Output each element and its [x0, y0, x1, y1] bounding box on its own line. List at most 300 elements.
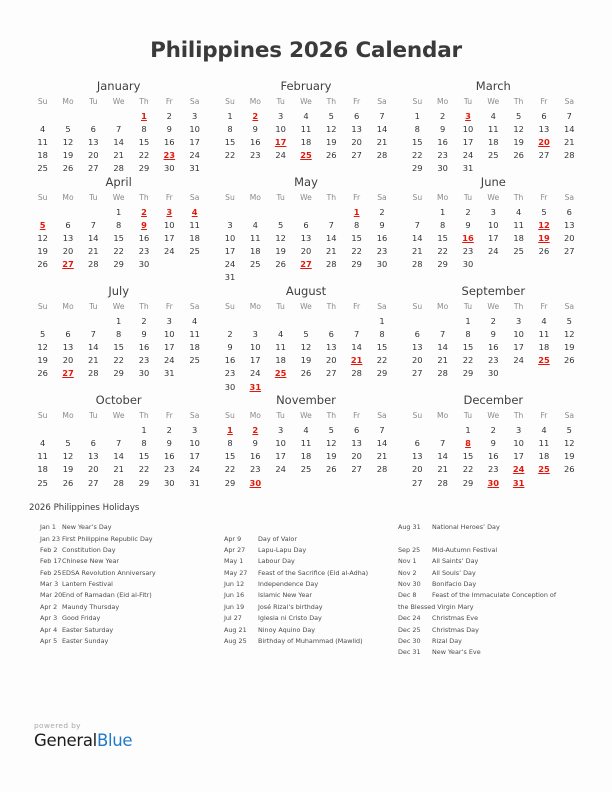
- day-cell[interactable]: 16: [224, 355, 236, 366]
- day-cell[interactable]: 11: [538, 328, 550, 339]
- day-cell[interactable]: 6: [90, 437, 96, 448]
- day-cell[interactable]: 13: [300, 232, 312, 243]
- day-cell[interactable]: 20: [62, 246, 74, 257]
- day-cell[interactable]: 17: [189, 451, 200, 462]
- day-cell[interactable]: 13: [564, 219, 575, 230]
- day-cell[interactable]: 27: [88, 477, 99, 488]
- day-cell[interactable]: 13: [62, 232, 74, 243]
- day-cell[interactable]: 12: [275, 232, 286, 243]
- day-cell[interactable]: 24: [275, 464, 286, 475]
- day-cell[interactable]: 17: [462, 136, 474, 147]
- day-cell[interactable]: 6: [353, 424, 360, 435]
- day-cell[interactable]: 15: [224, 136, 236, 147]
- day-cell[interactable]: 9: [465, 219, 471, 230]
- day-cell[interactable]: 21: [412, 246, 423, 257]
- day-cell[interactable]: 21: [88, 246, 99, 257]
- day-cell[interactable]: 10: [224, 232, 236, 243]
- day-cell[interactable]: 26: [326, 464, 337, 475]
- day-cell[interactable]: 29: [437, 259, 448, 270]
- day-cell[interactable]: 7: [379, 424, 385, 435]
- day-cell[interactable]: 7: [414, 219, 420, 230]
- day-cell[interactable]: 2: [166, 110, 172, 121]
- day-cell[interactable]: 28: [376, 464, 388, 475]
- day-cell[interactable]: 15: [113, 232, 124, 243]
- day-cell[interactable]: 18: [37, 464, 48, 475]
- day-cell[interactable]: 23: [164, 464, 175, 475]
- day-cell-holiday[interactable]: 20: [538, 136, 550, 147]
- day-cell[interactable]: 16: [138, 232, 150, 243]
- day-cell[interactable]: 8: [440, 219, 446, 230]
- day-cell[interactable]: 3: [252, 328, 258, 339]
- day-cell[interactable]: 3: [515, 424, 522, 435]
- day-cell[interactable]: 19: [62, 464, 74, 475]
- day-cell[interactable]: 14: [437, 342, 448, 353]
- day-cell[interactable]: 7: [566, 110, 572, 121]
- day-cell[interactable]: 10: [250, 342, 261, 353]
- day-cell[interactable]: 12: [564, 328, 575, 339]
- day-cell-holiday[interactable]: 4: [191, 206, 198, 217]
- day-cell[interactable]: 27: [412, 368, 423, 379]
- day-cell-holiday[interactable]: 8: [465, 437, 471, 448]
- day-cell[interactable]: 23: [437, 150, 448, 161]
- day-cell[interactable]: 3: [515, 315, 522, 326]
- day-cell[interactable]: 8: [116, 328, 122, 339]
- day-cell[interactable]: 8: [227, 437, 233, 448]
- day-cell[interactable]: 8: [414, 123, 420, 134]
- day-cell[interactable]: 20: [88, 150, 99, 161]
- day-cell[interactable]: 24: [513, 355, 524, 366]
- day-cell[interactable]: 1: [116, 206, 122, 217]
- day-cell[interactable]: 22: [462, 355, 474, 366]
- day-cell[interactable]: 16: [164, 136, 175, 147]
- day-cell[interactable]: 1: [465, 315, 471, 326]
- day-cell[interactable]: 13: [326, 342, 337, 353]
- day-cell[interactable]: 17: [488, 232, 499, 243]
- day-cell[interactable]: 24: [189, 150, 200, 161]
- day-cell[interactable]: 5: [303, 328, 309, 339]
- day-cell[interactable]: 2: [141, 315, 147, 326]
- day-cell[interactable]: 5: [328, 424, 334, 435]
- day-cell[interactable]: 28: [113, 477, 124, 488]
- day-cell[interactable]: 24: [488, 246, 499, 257]
- day-cell[interactable]: 17: [250, 355, 261, 366]
- day-cell[interactable]: 2: [490, 424, 496, 435]
- day-cell[interactable]: 31: [462, 163, 474, 174]
- day-cell[interactable]: 14: [412, 232, 423, 243]
- day-cell[interactable]: 21: [88, 355, 99, 366]
- day-cell[interactable]: 6: [90, 123, 96, 134]
- day-cell[interactable]: 7: [353, 328, 360, 339]
- day-cell-holiday[interactable]: 2: [252, 424, 259, 435]
- day-cell[interactable]: 10: [513, 328, 524, 339]
- day-cell[interactable]: 6: [541, 110, 547, 121]
- day-cell[interactable]: 4: [490, 110, 496, 121]
- day-cell[interactable]: 9: [490, 328, 496, 339]
- day-cell[interactable]: 3: [192, 110, 198, 121]
- day-cell[interactable]: 4: [303, 110, 309, 121]
- day-cell[interactable]: 23: [488, 355, 499, 366]
- day-cell[interactable]: 18: [513, 232, 524, 243]
- day-cell[interactable]: 13: [88, 451, 99, 462]
- day-cell[interactable]: 14: [88, 232, 99, 243]
- day-cell[interactable]: 30: [164, 477, 175, 488]
- day-cell-holiday[interactable]: 27: [300, 259, 312, 270]
- day-cell[interactable]: 18: [275, 355, 286, 366]
- day-cell[interactable]: 7: [440, 328, 446, 339]
- day-cell[interactable]: 10: [189, 123, 200, 134]
- day-cell[interactable]: 19: [564, 451, 575, 462]
- day-cell[interactable]: 15: [412, 136, 423, 147]
- day-cell[interactable]: 16: [164, 451, 175, 462]
- day-cell[interactable]: 30: [462, 259, 474, 270]
- day-cell[interactable]: 8: [141, 437, 147, 448]
- day-cell-holiday[interactable]: 12: [538, 219, 550, 230]
- day-cell[interactable]: 27: [351, 150, 362, 161]
- day-cell[interactable]: 13: [538, 123, 550, 134]
- day-cell-holiday[interactable]: 21: [350, 355, 363, 366]
- day-cell-holiday[interactable]: 1: [353, 206, 360, 217]
- day-cell[interactable]: 16: [250, 451, 261, 462]
- day-cell[interactable]: 19: [513, 136, 524, 147]
- day-cell[interactable]: 16: [488, 342, 499, 353]
- day-cell[interactable]: 9: [252, 123, 258, 134]
- day-cell[interactable]: 26: [300, 368, 312, 379]
- day-cell[interactable]: 6: [566, 206, 572, 217]
- day-cell-holiday[interactable]: 3: [465, 110, 471, 121]
- day-cell[interactable]: 13: [88, 136, 99, 147]
- day-cell[interactable]: 5: [278, 219, 284, 230]
- day-cell[interactable]: 26: [37, 259, 48, 270]
- day-cell[interactable]: 17: [164, 232, 175, 243]
- day-cell[interactable]: 30: [138, 259, 150, 270]
- day-cell[interactable]: 18: [37, 150, 48, 161]
- day-cell[interactable]: 9: [252, 437, 258, 448]
- day-cell[interactable]: 12: [513, 123, 524, 134]
- day-cell[interactable]: 30: [437, 163, 448, 174]
- day-cell[interactable]: 10: [513, 437, 524, 448]
- day-cell[interactable]: 18: [189, 342, 200, 353]
- day-cell-holiday[interactable]: 31: [249, 381, 262, 392]
- day-cell[interactable]: 11: [538, 437, 550, 448]
- day-cell[interactable]: 13: [351, 123, 362, 134]
- day-cell[interactable]: 20: [326, 355, 337, 366]
- day-cell[interactable]: 8: [379, 328, 385, 339]
- day-cell[interactable]: 27: [412, 477, 423, 488]
- day-cell[interactable]: 7: [116, 437, 122, 448]
- day-cell[interactable]: 18: [250, 246, 261, 257]
- day-cell[interactable]: 1: [227, 110, 233, 121]
- day-cell[interactable]: 9: [227, 342, 233, 353]
- day-cell[interactable]: 8: [465, 328, 471, 339]
- day-cell-holiday[interactable]: 24: [512, 464, 525, 475]
- day-cell[interactable]: 4: [541, 424, 547, 435]
- day-cell[interactable]: 26: [513, 150, 524, 161]
- day-cell[interactable]: 13: [412, 451, 423, 462]
- day-cell[interactable]: 5: [566, 315, 572, 326]
- day-cell[interactable]: 28: [412, 259, 423, 270]
- day-cell[interactable]: 30: [488, 368, 499, 379]
- day-cell[interactable]: 14: [564, 123, 575, 134]
- day-cell[interactable]: 1: [440, 206, 446, 217]
- day-cell[interactable]: 9: [490, 437, 496, 448]
- day-cell[interactable]: 3: [278, 424, 284, 435]
- day-cell[interactable]: 10: [275, 437, 286, 448]
- day-cell[interactable]: 15: [138, 451, 150, 462]
- day-cell[interactable]: 16: [250, 136, 261, 147]
- day-cell[interactable]: 14: [437, 451, 448, 462]
- day-cell[interactable]: 21: [564, 136, 575, 147]
- day-cell[interactable]: 27: [326, 368, 337, 379]
- day-cell[interactable]: 27: [88, 163, 99, 174]
- day-cell-holiday[interactable]: 17: [274, 136, 287, 147]
- day-cell[interactable]: 23: [250, 464, 261, 475]
- day-cell[interactable]: 4: [40, 437, 46, 448]
- day-cell[interactable]: 31: [189, 477, 200, 488]
- day-cell[interactable]: 19: [37, 246, 48, 257]
- day-cell[interactable]: 10: [488, 219, 499, 230]
- day-cell[interactable]: 18: [300, 136, 312, 147]
- day-cell[interactable]: 24: [462, 150, 474, 161]
- day-cell[interactable]: 18: [488, 136, 499, 147]
- day-cell[interactable]: 26: [326, 150, 337, 161]
- day-cell[interactable]: 8: [227, 123, 233, 134]
- day-cell[interactable]: 2: [490, 315, 496, 326]
- day-cell[interactable]: 14: [376, 437, 388, 448]
- day-cell[interactable]: 12: [37, 232, 48, 243]
- day-cell[interactable]: 26: [62, 477, 74, 488]
- day-cell-holiday[interactable]: 30: [249, 477, 262, 488]
- day-cell[interactable]: 10: [164, 328, 175, 339]
- day-cell[interactable]: 19: [62, 150, 74, 161]
- day-cell[interactable]: 1: [141, 424, 147, 435]
- day-cell[interactable]: 15: [351, 232, 362, 243]
- day-cell[interactable]: 29: [351, 259, 362, 270]
- day-cell[interactable]: 26: [62, 163, 74, 174]
- day-cell[interactable]: 21: [113, 464, 124, 475]
- day-cell[interactable]: 2: [440, 110, 446, 121]
- day-cell[interactable]: 28: [88, 259, 99, 270]
- day-cell[interactable]: 5: [328, 110, 334, 121]
- day-cell[interactable]: 29: [224, 477, 236, 488]
- day-cell-holiday[interactable]: 19: [538, 232, 550, 243]
- day-cell[interactable]: 5: [40, 328, 46, 339]
- day-cell[interactable]: 3: [166, 315, 172, 326]
- day-cell[interactable]: 17: [275, 451, 286, 462]
- day-cell[interactable]: 29: [376, 368, 388, 379]
- day-cell[interactable]: 14: [113, 136, 124, 147]
- day-cell[interactable]: 24: [189, 464, 200, 475]
- day-cell[interactable]: 20: [88, 464, 99, 475]
- day-cell[interactable]: 5: [65, 437, 71, 448]
- day-cell[interactable]: 29: [113, 368, 124, 379]
- day-cell[interactable]: 11: [250, 232, 261, 243]
- day-cell[interactable]: 22: [113, 355, 124, 366]
- day-cell[interactable]: 24: [275, 150, 286, 161]
- day-cell[interactable]: 17: [189, 136, 200, 147]
- day-cell[interactable]: 10: [275, 123, 286, 134]
- day-cell[interactable]: 15: [462, 451, 474, 462]
- day-cell[interactable]: 17: [513, 451, 524, 462]
- day-cell[interactable]: 7: [379, 110, 385, 121]
- day-cell[interactable]: 27: [564, 246, 575, 257]
- day-cell[interactable]: 10: [164, 219, 175, 230]
- day-cell[interactable]: 28: [88, 368, 99, 379]
- day-cell[interactable]: 25: [488, 150, 499, 161]
- day-cell[interactable]: 3: [490, 206, 496, 217]
- day-cell[interactable]: 27: [351, 464, 362, 475]
- day-cell[interactable]: 21: [437, 355, 448, 366]
- day-cell[interactable]: 29: [462, 477, 474, 488]
- day-cell[interactable]: 6: [353, 110, 360, 121]
- day-cell[interactable]: 19: [326, 451, 337, 462]
- day-cell[interactable]: 1: [414, 110, 420, 121]
- day-cell[interactable]: 22: [138, 464, 150, 475]
- day-cell[interactable]: 25: [250, 259, 261, 270]
- day-cell[interactable]: 20: [412, 355, 423, 366]
- day-cell[interactable]: 11: [275, 342, 286, 353]
- day-cell-holiday[interactable]: 23: [163, 150, 176, 161]
- day-cell[interactable]: 17: [224, 246, 236, 257]
- day-cell[interactable]: 6: [303, 219, 309, 230]
- day-cell[interactable]: 11: [189, 219, 200, 230]
- day-cell[interactable]: 14: [351, 342, 362, 353]
- day-cell-holiday[interactable]: 25: [538, 464, 550, 475]
- day-cell[interactable]: 16: [376, 232, 388, 243]
- day-cell[interactable]: 2: [227, 328, 233, 339]
- day-cell[interactable]: 8: [116, 219, 122, 230]
- day-cell[interactable]: 7: [440, 437, 446, 448]
- day-cell[interactable]: 23: [138, 246, 150, 257]
- day-cell[interactable]: 7: [90, 219, 96, 230]
- day-cell[interactable]: 17: [513, 342, 524, 353]
- day-cell[interactable]: 24: [250, 368, 261, 379]
- day-cell[interactable]: 4: [541, 315, 547, 326]
- day-cell-holiday[interactable]: 9: [141, 219, 147, 230]
- day-cell[interactable]: 22: [376, 355, 388, 366]
- day-cell[interactable]: 28: [351, 368, 362, 379]
- day-cell[interactable]: 2: [166, 424, 172, 435]
- day-cell-holiday[interactable]: 25: [274, 368, 287, 379]
- day-cell[interactable]: 25: [37, 163, 48, 174]
- day-cell[interactable]: 28: [437, 368, 448, 379]
- day-cell[interactable]: 9: [141, 328, 147, 339]
- day-cell[interactable]: 11: [37, 136, 48, 147]
- day-cell[interactable]: 26: [275, 259, 286, 270]
- day-cell[interactable]: 21: [376, 136, 388, 147]
- day-cell[interactable]: 13: [412, 342, 423, 353]
- day-cell[interactable]: 21: [326, 246, 337, 257]
- day-cell[interactable]: 29: [113, 259, 124, 270]
- day-cell-holiday[interactable]: 2: [252, 110, 259, 121]
- day-cell[interactable]: 12: [326, 437, 337, 448]
- day-cell[interactable]: 24: [164, 355, 175, 366]
- day-cell[interactable]: 11: [513, 219, 524, 230]
- day-cell[interactable]: 22: [113, 246, 124, 257]
- day-cell[interactable]: 19: [564, 342, 575, 353]
- day-cell[interactable]: 3: [192, 424, 198, 435]
- day-cell[interactable]: 30: [138, 368, 150, 379]
- day-cell[interactable]: 25: [37, 477, 48, 488]
- day-cell-holiday[interactable]: 25: [538, 355, 550, 366]
- day-cell-holiday[interactable]: 5: [39, 219, 46, 230]
- day-cell[interactable]: 11: [189, 328, 200, 339]
- day-cell[interactable]: 24: [164, 246, 175, 257]
- day-cell[interactable]: 15: [224, 451, 236, 462]
- day-cell[interactable]: 26: [37, 368, 48, 379]
- day-cell[interactable]: 2: [465, 206, 471, 217]
- day-cell[interactable]: 15: [376, 342, 388, 353]
- day-cell[interactable]: 20: [564, 232, 575, 243]
- day-cell[interactable]: 5: [566, 424, 572, 435]
- day-cell[interactable]: 30: [164, 163, 175, 174]
- day-cell[interactable]: 15: [462, 342, 474, 353]
- day-cell[interactable]: 19: [300, 355, 312, 366]
- day-cell[interactable]: 4: [252, 219, 258, 230]
- day-cell[interactable]: 18: [538, 451, 550, 462]
- day-cell-holiday[interactable]: 27: [62, 259, 74, 270]
- day-cell[interactable]: 25: [300, 464, 312, 475]
- day-cell[interactable]: 3: [227, 219, 233, 230]
- day-cell[interactable]: 20: [62, 355, 74, 366]
- day-cell[interactable]: 13: [62, 342, 74, 353]
- day-cell-holiday[interactable]: 30: [487, 477, 500, 488]
- day-cell[interactable]: 12: [300, 342, 312, 353]
- day-cell[interactable]: 31: [164, 368, 175, 379]
- day-cell[interactable]: 18: [189, 232, 200, 243]
- day-cell-holiday[interactable]: 1: [227, 424, 233, 435]
- day-cell[interactable]: 31: [189, 163, 200, 174]
- day-cell[interactable]: 12: [326, 123, 337, 134]
- day-cell[interactable]: 19: [326, 136, 337, 147]
- day-cell[interactable]: 23: [138, 355, 150, 366]
- day-cell[interactable]: 11: [37, 451, 48, 462]
- day-cell[interactable]: 6: [65, 219, 71, 230]
- day-cell[interactable]: 5: [541, 206, 547, 217]
- day-cell[interactable]: 22: [138, 150, 150, 161]
- day-cell-holiday[interactable]: 16: [462, 232, 474, 243]
- day-cell[interactable]: 7: [90, 328, 96, 339]
- day-cell[interactable]: 12: [62, 451, 74, 462]
- day-cell[interactable]: 11: [300, 437, 312, 448]
- day-cell[interactable]: 27: [538, 150, 550, 161]
- day-cell[interactable]: 4: [303, 424, 309, 435]
- day-cell[interactable]: 20: [351, 451, 362, 462]
- day-cell[interactable]: 20: [351, 136, 362, 147]
- day-cell[interactable]: 24: [224, 259, 236, 270]
- day-cell[interactable]: 22: [437, 246, 448, 257]
- day-cell[interactable]: 15: [138, 136, 150, 147]
- day-cell[interactable]: 22: [224, 150, 236, 161]
- day-cell[interactable]: 7: [328, 219, 334, 230]
- day-cell-holiday[interactable]: 1: [141, 110, 147, 121]
- day-cell[interactable]: 28: [437, 477, 448, 488]
- day-cell[interactable]: 13: [351, 437, 362, 448]
- day-cell[interactable]: 19: [37, 355, 48, 366]
- day-cell[interactable]: 28: [564, 150, 575, 161]
- day-cell[interactable]: 1: [116, 315, 122, 326]
- day-cell[interactable]: 1: [465, 424, 471, 435]
- day-cell[interactable]: 4: [40, 123, 46, 134]
- day-cell[interactable]: 4: [515, 206, 522, 217]
- day-cell[interactable]: 16: [138, 342, 150, 353]
- day-cell[interactable]: 23: [488, 464, 499, 475]
- day-cell[interactable]: 5: [515, 110, 522, 121]
- day-cell[interactable]: 14: [113, 451, 124, 462]
- day-cell[interactable]: 16: [488, 451, 499, 462]
- day-cell[interactable]: 23: [462, 246, 474, 257]
- day-cell[interactable]: 29: [462, 368, 474, 379]
- day-cell[interactable]: 26: [564, 464, 575, 475]
